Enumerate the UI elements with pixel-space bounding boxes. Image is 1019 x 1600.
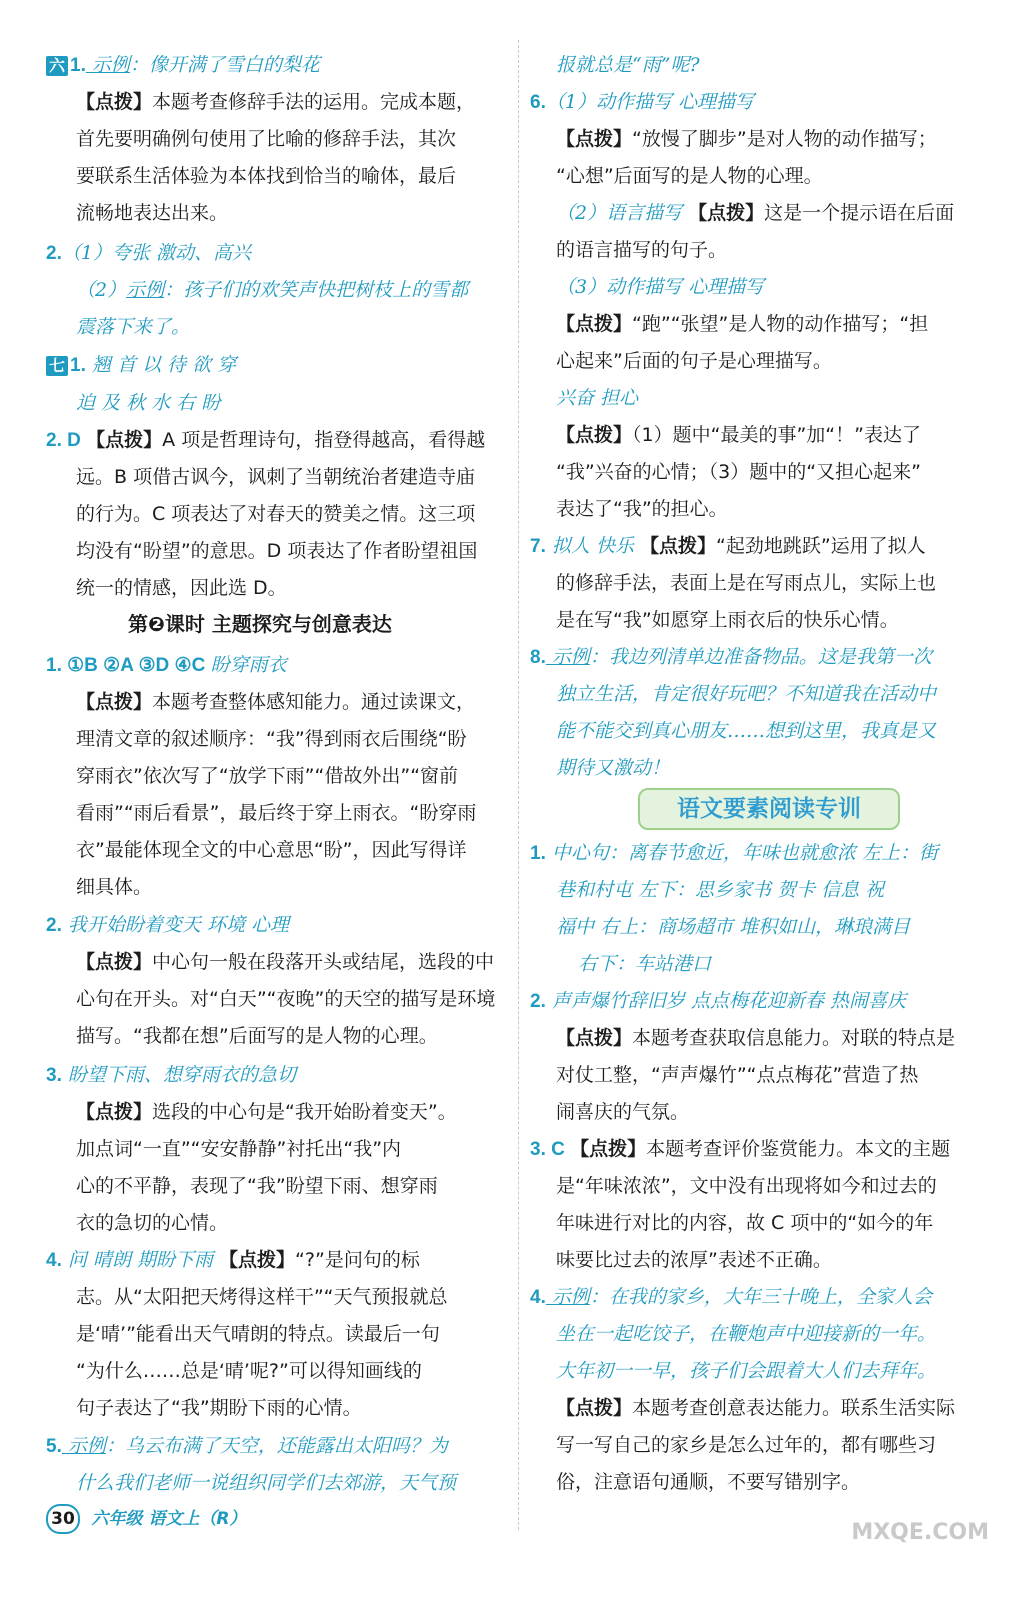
right-line — [556, 1395, 955, 1423]
hint-tag: 【点拨】 — [76, 1101, 153, 1123]
page-footer — [46, 1504, 246, 1534]
line-text: ：在我的家乡，大年三十晚上，全家人会 — [589, 1286, 932, 1308]
line-text: 本题考查创意表达能力。联系生活实际 — [632, 1397, 956, 1419]
right-line — [556, 52, 700, 80]
line-text: ：孩子们的欢笑声快把树枝上的雪都 — [164, 279, 469, 301]
watermark: MXQE.COM — [851, 1520, 989, 1545]
left-line — [46, 52, 320, 80]
left-line — [46, 352, 236, 380]
line-text: 报就总是“雨”呢? — [556, 54, 700, 76]
section-number-badge: 七 — [46, 356, 68, 376]
right-line — [556, 126, 937, 154]
line-text: 1. — [70, 355, 86, 376]
line-text: 1. — [46, 655, 62, 676]
line-text: 什么我们老师一说组织同学们去郊游，天气预 — [76, 1472, 457, 1494]
line-text: 2. — [530, 991, 546, 1012]
line-text: 味要比过去的浓厚”表述不正确。 — [556, 1249, 832, 1271]
line-text: 穿雨衣”依次写了“放学下雨”“借故外出”“窗前 — [76, 765, 459, 787]
line-text: 衣的急切的心情。 — [76, 1212, 229, 1234]
right-line — [556, 570, 936, 598]
right-line — [530, 533, 926, 561]
line-text: 示例 — [61, 1435, 106, 1457]
line-text: 盼望下雨、想穿雨衣的急切 — [61, 1064, 296, 1086]
reading-section-banner: 语文要素阅读专训 — [638, 788, 900, 830]
hint-tag: 【点拨】 — [556, 313, 633, 335]
line-text: 4. — [530, 1287, 546, 1308]
left-line — [76, 1023, 438, 1051]
line-text: 3. — [530, 1139, 546, 1160]
right-line — [578, 951, 711, 979]
line-text: 心的不平静，表现了“我”盼望下雨、想穿雨 — [76, 1175, 438, 1197]
line-text: ：我边列清单边准备物品。这是我第一次 — [589, 646, 932, 668]
line-text: 兴奋 担心 — [556, 387, 639, 409]
right-line — [530, 89, 754, 117]
line-text: 8. — [530, 647, 546, 668]
right-line — [556, 1173, 937, 1201]
line-text: “起劲地跳跃”运用了拟人 — [716, 535, 926, 557]
line-text: 坐在一起吃饺子，在鞭炮声中迎接新的一年。 — [556, 1323, 937, 1345]
right-line — [556, 385, 638, 413]
left-line — [46, 1247, 420, 1275]
right-line — [556, 311, 928, 339]
right-line — [556, 1099, 689, 1127]
line-text: ：乌云布满了天空，还能露出太阳吗？为 — [105, 1435, 448, 1457]
section-title: 第❷课时 主题探究与创意表达 — [128, 612, 392, 636]
line-text: 示例 — [126, 279, 165, 301]
line-text: 声声爆竹辞旧岁 点点梅花迎新春 热闹喜庆 — [545, 990, 906, 1012]
right-line — [556, 607, 899, 635]
line-text: 巷和村屯 左下：思乡家书 贺卡 信息 祝 — [556, 879, 885, 901]
line-text: “放慢了脚步”是对人物的动作描写； — [632, 128, 937, 150]
right-line — [556, 914, 910, 942]
hint-tag: 【点拨】 — [688, 202, 765, 224]
hint-tag: 【点拨】 — [86, 429, 163, 451]
line-text: “为什么……总是‘晴’呢?”可以得知画线的 — [76, 1360, 422, 1382]
right-line — [556, 459, 921, 487]
line-text: “?”是问句的标 — [295, 1249, 420, 1271]
right-line — [556, 1025, 955, 1053]
line-text: （3）动作描写 心理描写 — [556, 276, 765, 298]
left-line — [76, 689, 475, 717]
line-text: 示例 — [85, 54, 130, 76]
line-text: （1）动作描写 心理描写 — [545, 91, 754, 113]
footer-brand: 六年级 语文上（R） — [91, 1509, 247, 1529]
right-line — [556, 237, 727, 265]
right-line — [556, 200, 954, 228]
line-text: 句子表达了“我”期盼下雨的心情。 — [76, 1397, 362, 1419]
line-text: 1. — [70, 55, 86, 76]
line-text: 右下：车站港口 — [578, 953, 712, 975]
hint-tag: 【点拨】 — [76, 691, 153, 713]
hint-tag: 【点拨】 — [570, 1138, 647, 1160]
line-text: 加点词“一直”“安安静静”衬托出“我”内 — [76, 1138, 402, 1160]
left-line — [76, 126, 456, 154]
line-text: 写一写自己的家乡是怎么过年的，都有哪些习 — [556, 1434, 937, 1456]
line-text: （2）语言描写 — [556, 202, 689, 224]
line-text: 大年初一一早，孩子们会跟着大人们去拜年。 — [556, 1360, 937, 1382]
line-text: 流畅地表达出来。 — [76, 202, 229, 224]
left-line — [76, 1099, 457, 1127]
hint-tag: 【点拨】 — [556, 128, 633, 150]
line-text: 期待又激动！ — [556, 757, 671, 779]
left-line — [76, 1173, 438, 1201]
left-line — [46, 240, 251, 268]
right-line — [556, 274, 764, 302]
right-line — [556, 1469, 860, 1497]
line-text: D — [61, 430, 87, 451]
left-line — [76, 538, 477, 566]
line-text: 7. — [530, 536, 546, 557]
line-text: （2） — [76, 279, 127, 301]
line-text: 翘 首 以 待 欲 穿 — [85, 354, 237, 376]
line-text: 的行为。C 项表达了对春天的赞美之情。这三项 — [76, 503, 476, 525]
line-text: 盼穿雨衣 — [210, 654, 287, 676]
left-line — [76, 763, 458, 791]
line-text: 本题考查获取信息能力。对联的特点是 — [632, 1027, 956, 1049]
right-line — [556, 496, 728, 524]
line-text: 中心句：离春节愈近，年味也就愈浓 左上：街 — [545, 842, 938, 864]
line-text: 是“年味浓浓”，文中没有出现将如今和过去的 — [556, 1175, 937, 1197]
line-text: 看雨”“雨后看景”，最后终于穿上雨衣。“盼穿雨 — [76, 802, 477, 824]
left-line — [76, 726, 467, 754]
line-text: 2. — [46, 430, 62, 451]
line-text: 心起来”后面的句子是心理描写。 — [556, 350, 832, 372]
right-line — [556, 1432, 936, 1460]
line-text: 心句在开头。对“白天”“夜晚”的天空的描写是环境 — [76, 988, 496, 1010]
line-text: （1）题中“最美的事”加“！”表达了 — [632, 424, 921, 446]
line-text: 拟人 快乐 — [545, 535, 640, 557]
line-text: 理清文章的叙述顺序：“我”得到雨衣后围绕“盼 — [76, 728, 467, 750]
line-text: “跑”“张望”是人物的动作描写；“担 — [632, 313, 929, 335]
line-text: 的修辞手法，表面上是在写雨点儿，实际上也 — [556, 572, 937, 594]
left-line — [76, 837, 467, 865]
right-line — [530, 1136, 950, 1164]
line-text: 的语言描写的句子。 — [556, 239, 728, 261]
line-text: 均没有“盼望”的意思。D 项表达了作者盼望祖国 — [76, 540, 478, 562]
line-text: 示例 — [545, 1286, 590, 1308]
line-text: ：像开满了雪白的梨花 — [129, 54, 320, 76]
left-line — [76, 200, 228, 228]
left-line — [76, 1395, 362, 1423]
line-text: 能不能交到真心朋友……想到这里，我真是又 — [556, 720, 937, 742]
line-text: 示例 — [545, 646, 590, 668]
line-text: 是‘晴’”能看出天气晴朗的特点。读最后一句 — [76, 1323, 440, 1345]
line-text: 2. — [46, 243, 62, 264]
page-number: 30 — [46, 1504, 80, 1534]
left-line — [76, 1358, 422, 1386]
line-text: 5. — [46, 1436, 62, 1457]
left-line — [76, 501, 475, 529]
left-line — [46, 427, 485, 455]
line-text: 问 晴朗 期盼下雨 — [61, 1249, 220, 1271]
right-line — [556, 348, 832, 376]
line-text: 这是一个提示语在后面 — [764, 202, 955, 224]
hint-tag: 【点拨】 — [556, 1027, 633, 1049]
left-line — [76, 277, 468, 305]
hint-tag: 【点拨】 — [556, 424, 633, 446]
right-line — [556, 718, 936, 746]
line-text: 独立生活，肯定很好玩吧？不知道我在活动中 — [556, 683, 937, 705]
right-line — [556, 163, 823, 191]
line-text: 要联系生活体验为本体找到恰当的喻体，最后 — [76, 165, 457, 187]
line-text: “心想”后面写的是人物的心理。 — [556, 165, 823, 187]
right-line — [556, 877, 884, 905]
line-text: 本题考查整体感知能力。通过读课文， — [152, 691, 476, 713]
left-line — [76, 800, 476, 828]
line-text: 衣”最能体现全文的中心意思“盼”，因此写得详 — [76, 839, 467, 861]
left-line — [76, 986, 495, 1014]
line-text: 是在写“我”如愿穿上雨衣后的快乐心情。 — [556, 609, 899, 631]
right-line — [530, 644, 932, 672]
line-text: C — [545, 1139, 571, 1160]
line-text: ①B ②A ③D ④C — [61, 655, 211, 676]
hint-tag: 【点拨】 — [556, 1397, 633, 1419]
line-text: 1. — [530, 843, 546, 864]
line-text: 统一的情感，因此选 D。 — [76, 577, 287, 599]
line-text: 描写。“我都在想”后面写的是人物的心理。 — [76, 1025, 438, 1047]
left-line — [76, 1321, 440, 1349]
line-text: 闹喜庆的气氛。 — [556, 1101, 690, 1123]
section-number-badge: 六 — [46, 56, 68, 76]
right-line — [530, 1284, 932, 1312]
left-line — [76, 163, 456, 191]
right-line — [530, 988, 906, 1016]
right-line — [556, 422, 921, 450]
column-divider — [518, 40, 519, 1530]
right-line — [556, 1321, 936, 1349]
right-line — [556, 1247, 832, 1275]
left-line — [76, 390, 220, 418]
line-text: “我”兴奋的心情；（3）题中的“又担心起来” — [556, 461, 921, 483]
left-line — [76, 575, 287, 603]
hint-tag: 【点拨】 — [76, 91, 153, 113]
left-line — [76, 874, 152, 902]
left-line — [76, 1136, 401, 1164]
right-line — [556, 1210, 933, 1238]
line-text: 福中 右上：商场超市 堆积如山，琳琅满目 — [556, 916, 911, 938]
hint-tag: 【点拨】 — [76, 951, 153, 973]
hint-tag: 【点拨】 — [639, 535, 716, 557]
left-line — [46, 1062, 296, 1090]
line-text: （1）夸张 激动、高兴 — [61, 242, 251, 264]
line-text: 6. — [530, 92, 546, 113]
line-text: 2. — [46, 915, 62, 936]
right-line — [556, 681, 936, 709]
line-text: 震落下来了。 — [76, 316, 191, 338]
left-line — [76, 949, 494, 977]
line-text: 迫 及 秋 水 右 盼 — [76, 392, 221, 414]
right-line — [556, 1358, 936, 1386]
line-text: 本题考查评价鉴赏能力。本文的主题 — [646, 1138, 951, 1160]
left-line — [76, 464, 475, 492]
line-text: 对仗工整，“声声爆竹”“点点梅花”营造了热 — [556, 1064, 919, 1086]
line-text: 选段的中心句是“我开始盼着变天”。 — [152, 1101, 457, 1123]
line-text: 表达了“我”的担心。 — [556, 498, 728, 520]
line-text: 中心句一般在段落开头或结尾，选段的中 — [152, 951, 495, 973]
line-text: 我开始盼着变天 环境 心理 — [61, 914, 289, 936]
hint-tag: 【点拨】 — [219, 1249, 296, 1271]
line-text: 远。B 项借古讽今，讽刺了当朝统治者建造寺庙 — [76, 466, 476, 488]
right-line — [556, 755, 670, 783]
line-text: 志。从“太阳把天烤得这样干”“天气预报就总 — [76, 1286, 448, 1308]
left-line — [76, 314, 190, 342]
line-text: 3. — [46, 1065, 62, 1086]
left-line — [46, 1433, 448, 1461]
line-text: A 项是哲理诗句，指登得越高，看得越 — [162, 429, 486, 451]
line-text: 首先要明确例句使用了比喻的修辞手法，其次 — [76, 128, 457, 150]
left-line — [46, 912, 289, 940]
left-line — [76, 1470, 456, 1498]
right-line — [530, 840, 938, 868]
left-line — [76, 1210, 228, 1238]
left-line — [76, 1284, 448, 1312]
line-text: 细具体。 — [76, 876, 153, 898]
line-text: 4. — [46, 1250, 62, 1271]
left-line — [46, 652, 287, 680]
line-text: 年味进行对比的内容，故 C 项中的“如今的年 — [556, 1212, 934, 1234]
right-line — [556, 1062, 918, 1090]
line-text: 本题考查修辞手法的运用。完成本题， — [152, 91, 476, 113]
left-line — [76, 89, 475, 117]
line-text: 俗，注意语句通顺，不要写错别字。 — [556, 1471, 861, 1493]
